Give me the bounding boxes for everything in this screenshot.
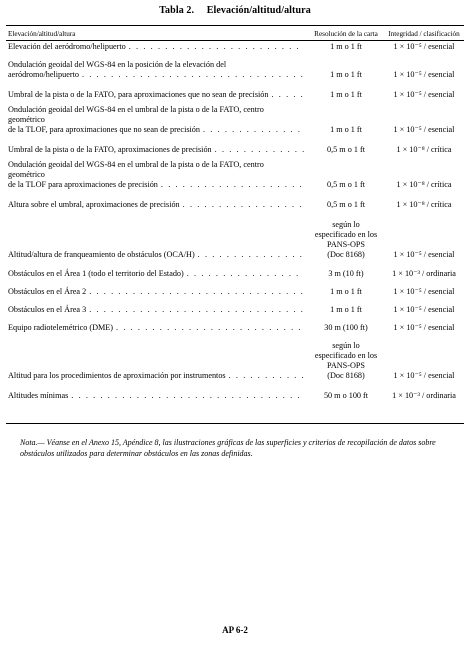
row-description [8, 105, 304, 135]
description-line [8, 269, 304, 279]
row-description [8, 371, 304, 381]
description-text: geométrico [8, 115, 45, 124]
dot-leader [89, 305, 304, 315]
integrity-class: esencial [428, 70, 455, 79]
dot-leader [198, 250, 304, 260]
resolution-line: PANS-OPS [327, 361, 365, 370]
integrity-class: esencial [428, 371, 455, 380]
integrity-value: 1 × 10⁻⁵ [393, 125, 422, 134]
table-row [6, 40, 464, 52]
table-row [6, 158, 464, 190]
row-integrity [386, 250, 462, 260]
integrity-separator: / [421, 323, 429, 332]
row-description [8, 269, 304, 279]
description-text: Ondulación geoidal del WGS-84 en la posición de la elevación del [8, 60, 227, 69]
description-line [8, 170, 304, 180]
integrity-separator: / [421, 90, 429, 99]
row-resolution [306, 287, 386, 297]
header-integrity: Integridad / clasificación [388, 30, 460, 38]
description-line [8, 180, 304, 190]
integrity-separator: / [424, 200, 432, 209]
row-resolution [306, 70, 386, 80]
row-description [8, 200, 304, 210]
integrity-value: 1 × 10⁻⁵ [393, 90, 422, 99]
header-elevation: Elevación/altitud/altura [8, 30, 76, 38]
resolution-line: 3 m (10 ft) [328, 269, 364, 278]
table-title-text: Elevación/altitud/altura [206, 5, 311, 16]
table-row [6, 143, 464, 155]
dot-leader [89, 287, 304, 297]
description-line [8, 200, 304, 210]
row-integrity [386, 70, 462, 80]
description-line [8, 323, 304, 333]
table-top-rule [6, 25, 464, 26]
integrity-separator: / [421, 371, 429, 380]
resolution-line: 1 m o 1 ft [330, 305, 362, 314]
row-resolution [306, 341, 386, 381]
resolution-line: (Doc 8168) [327, 250, 365, 259]
description-text: de la TLOF, para aproximaciones que no sean de precisión [8, 125, 200, 134]
description-line [8, 145, 304, 155]
description-text: aeródromo/helipuerto [8, 70, 79, 79]
integrity-class: ordinaria [426, 269, 456, 278]
resolution-line: 0,5 m o 1 ft [327, 200, 365, 209]
integrity-class: esencial [428, 42, 455, 51]
description-text: geométrico [8, 170, 45, 179]
integrity-separator: / [421, 250, 429, 259]
table-row [6, 58, 464, 80]
description-line [8, 90, 304, 100]
row-integrity [386, 200, 462, 210]
row-resolution [306, 180, 386, 190]
description-line [8, 250, 304, 260]
integrity-class: esencial [428, 125, 455, 134]
dot-leader [183, 200, 304, 210]
description-line [8, 42, 304, 52]
resolution-line: especificado en los [314, 351, 378, 360]
integrity-class: esencial [428, 287, 455, 296]
row-description [8, 323, 304, 333]
table-row [6, 212, 464, 260]
page-number: AP 6-2 [222, 625, 248, 635]
description-text: Altitud para los procedimientos de aproximación por instrumentos [8, 371, 226, 380]
integrity-class: esencial [428, 305, 455, 314]
description-text: Obstáculos en el Área 2 [8, 287, 87, 296]
description-line [8, 125, 304, 135]
integrity-value: 1 × 10⁻³ [392, 269, 420, 278]
integrity-value: 1 × 10⁻⁵ [393, 287, 422, 296]
row-integrity [386, 391, 462, 401]
description-text: Umbral de la pista o de la FATO, aproximaciones de precisión [8, 145, 212, 154]
row-resolution [306, 42, 386, 52]
dot-leader [71, 391, 304, 401]
table-row [6, 333, 464, 381]
integrity-separator: / [419, 391, 427, 400]
resolution-line: 1 m o 1 ft [330, 125, 362, 134]
table-row [6, 88, 464, 100]
table-row [6, 389, 464, 401]
dot-leader [116, 323, 304, 333]
row-resolution [306, 323, 386, 333]
resolution-line: PANS-OPS [327, 240, 365, 249]
integrity-value: 1 × 10⁻⁵ [393, 42, 422, 51]
row-resolution [306, 90, 386, 100]
table-note: Nota.— Véanse en el Anexo 15, Apéndice 8, las ilustraciones gráficas de las superficies y criterios de recopilación de datos sobre obstáculos utilizados para determinar obstáculos en las zonas definidas. [20, 438, 436, 458]
row-description [8, 160, 304, 190]
description-line [8, 287, 304, 297]
integrity-class: crítica [431, 145, 452, 154]
row-description [8, 145, 304, 155]
integrity-class: esencial [428, 90, 455, 99]
table-row [6, 321, 464, 333]
integrity-value: 1 × 10⁻⁵ [393, 305, 422, 314]
integrity-separator: / [421, 70, 429, 79]
integrity-value: 1 × 10⁻³ [392, 391, 420, 400]
integrity-value: 1 × 10⁻⁵ [393, 70, 422, 79]
row-description [8, 42, 304, 52]
description-text: Obstáculos en el Área 3 [8, 305, 87, 314]
description-line [8, 305, 304, 315]
row-integrity [386, 125, 462, 135]
description-text: Obstáculos en el Área 1 (todo el territorio del Estado) [8, 269, 184, 278]
row-description [8, 60, 304, 80]
description-text: Altitud/altura de franqueamiento de obstáculos (OCA/H) [8, 250, 195, 259]
description-line [8, 160, 304, 170]
table-row [6, 198, 464, 210]
dot-leader [82, 70, 304, 80]
resolution-line: 1 m o 1 ft [330, 42, 362, 51]
description-line [8, 70, 304, 80]
table-number: Tabla 2. [159, 5, 195, 16]
integrity-class: crítica [431, 180, 452, 189]
resolution-line: 1 m o 1 ft [330, 287, 362, 296]
dot-leader [129, 42, 304, 52]
row-integrity [386, 305, 462, 315]
description-line [8, 391, 304, 401]
table-row [6, 303, 464, 315]
description-text: Altitudes mínimas [8, 391, 69, 400]
table-title [0, 5, 470, 16]
integrity-separator: / [421, 305, 429, 314]
description-line [8, 371, 304, 381]
row-resolution [306, 305, 386, 315]
row-integrity [386, 90, 462, 100]
dot-leader [161, 180, 304, 190]
row-resolution [306, 125, 386, 135]
integrity-separator: / [421, 287, 429, 296]
row-resolution [306, 269, 386, 279]
integrity-value: 1 × 10⁻⁸ [396, 145, 425, 154]
resolution-line: 1 m o 1 ft [330, 70, 362, 79]
description-text: Ondulación geoidal del WGS-84 en el umbral de la pista o de la FATO, centro [8, 160, 264, 169]
row-resolution [306, 145, 386, 155]
dot-leader [229, 371, 304, 381]
description-text: Umbral de la pista o de la FATO, para aproximaciones que no sean de precisión [8, 90, 269, 99]
table-row [6, 267, 464, 279]
resolution-line: 30 m (100 ft) [324, 323, 368, 332]
row-integrity [386, 42, 462, 52]
resolution-line: 1 m o 1 ft [330, 90, 362, 99]
dot-leader [187, 269, 304, 279]
integrity-value: 1 × 10⁻⁵ [393, 371, 422, 380]
resolution-line: según lo [332, 341, 360, 350]
description-line [8, 105, 304, 115]
integrity-value: 1 × 10⁻⁵ [393, 323, 422, 332]
row-description [8, 287, 304, 297]
integrity-value: 1 × 10⁻⁸ [396, 200, 425, 209]
row-description [8, 250, 304, 260]
resolution-line: 50 m o 100 ft [323, 391, 369, 400]
integrity-class: esencial [428, 250, 455, 259]
integrity-value: 1 × 10⁻⁸ [396, 180, 425, 189]
description-text: Equipo radiotelemétrico (DME) [8, 323, 114, 332]
description-text: Ondulación geoidal del WGS-84 en el umbral de la pista o de la FATO, centro [8, 105, 264, 114]
row-integrity [386, 371, 462, 381]
row-resolution [306, 220, 386, 260]
integrity-separator: / [424, 180, 432, 189]
resolution-line: 0,5 m o 1 ft [327, 180, 365, 189]
description-text: Elevación del aeródromo/helipuerto [8, 42, 126, 51]
description-text: de la TLOF para aproximaciones de precisión [8, 180, 158, 189]
row-resolution [306, 391, 386, 401]
row-resolution [306, 200, 386, 210]
dot-leader [203, 125, 304, 135]
row-description [8, 305, 304, 315]
row-integrity [386, 145, 462, 155]
table-row [6, 285, 464, 297]
resolution-line: según lo [332, 220, 360, 229]
integrity-separator: / [421, 125, 429, 134]
resolution-line: (Doc 8168) [327, 371, 365, 380]
row-description [8, 391, 304, 401]
integrity-value: 1 × 10⁻⁵ [393, 250, 422, 259]
description-text: Altura sobre el umbral, aproximaciones de precisión [8, 200, 180, 209]
row-integrity [386, 287, 462, 297]
integrity-separator: / [424, 145, 432, 154]
integrity-separator: / [419, 269, 427, 278]
integrity-class: crítica [431, 200, 452, 209]
table-bottom-rule [6, 423, 464, 424]
integrity-separator: / [421, 42, 429, 51]
row-description [8, 90, 304, 100]
resolution-line: especificado en los [314, 230, 378, 239]
integrity-class: ordinaria [426, 391, 456, 400]
row-integrity [386, 269, 462, 279]
table-row [6, 103, 464, 135]
description-line [8, 115, 304, 125]
header-resolution: Resolución de la carta [314, 30, 378, 38]
dot-leader [215, 145, 304, 155]
description-line [8, 60, 304, 70]
resolution-line: 0,5 m o 1 ft [327, 145, 365, 154]
row-integrity [386, 180, 462, 190]
integrity-class: esencial [428, 323, 455, 332]
dot-leader [271, 90, 304, 100]
row-integrity [386, 323, 462, 333]
